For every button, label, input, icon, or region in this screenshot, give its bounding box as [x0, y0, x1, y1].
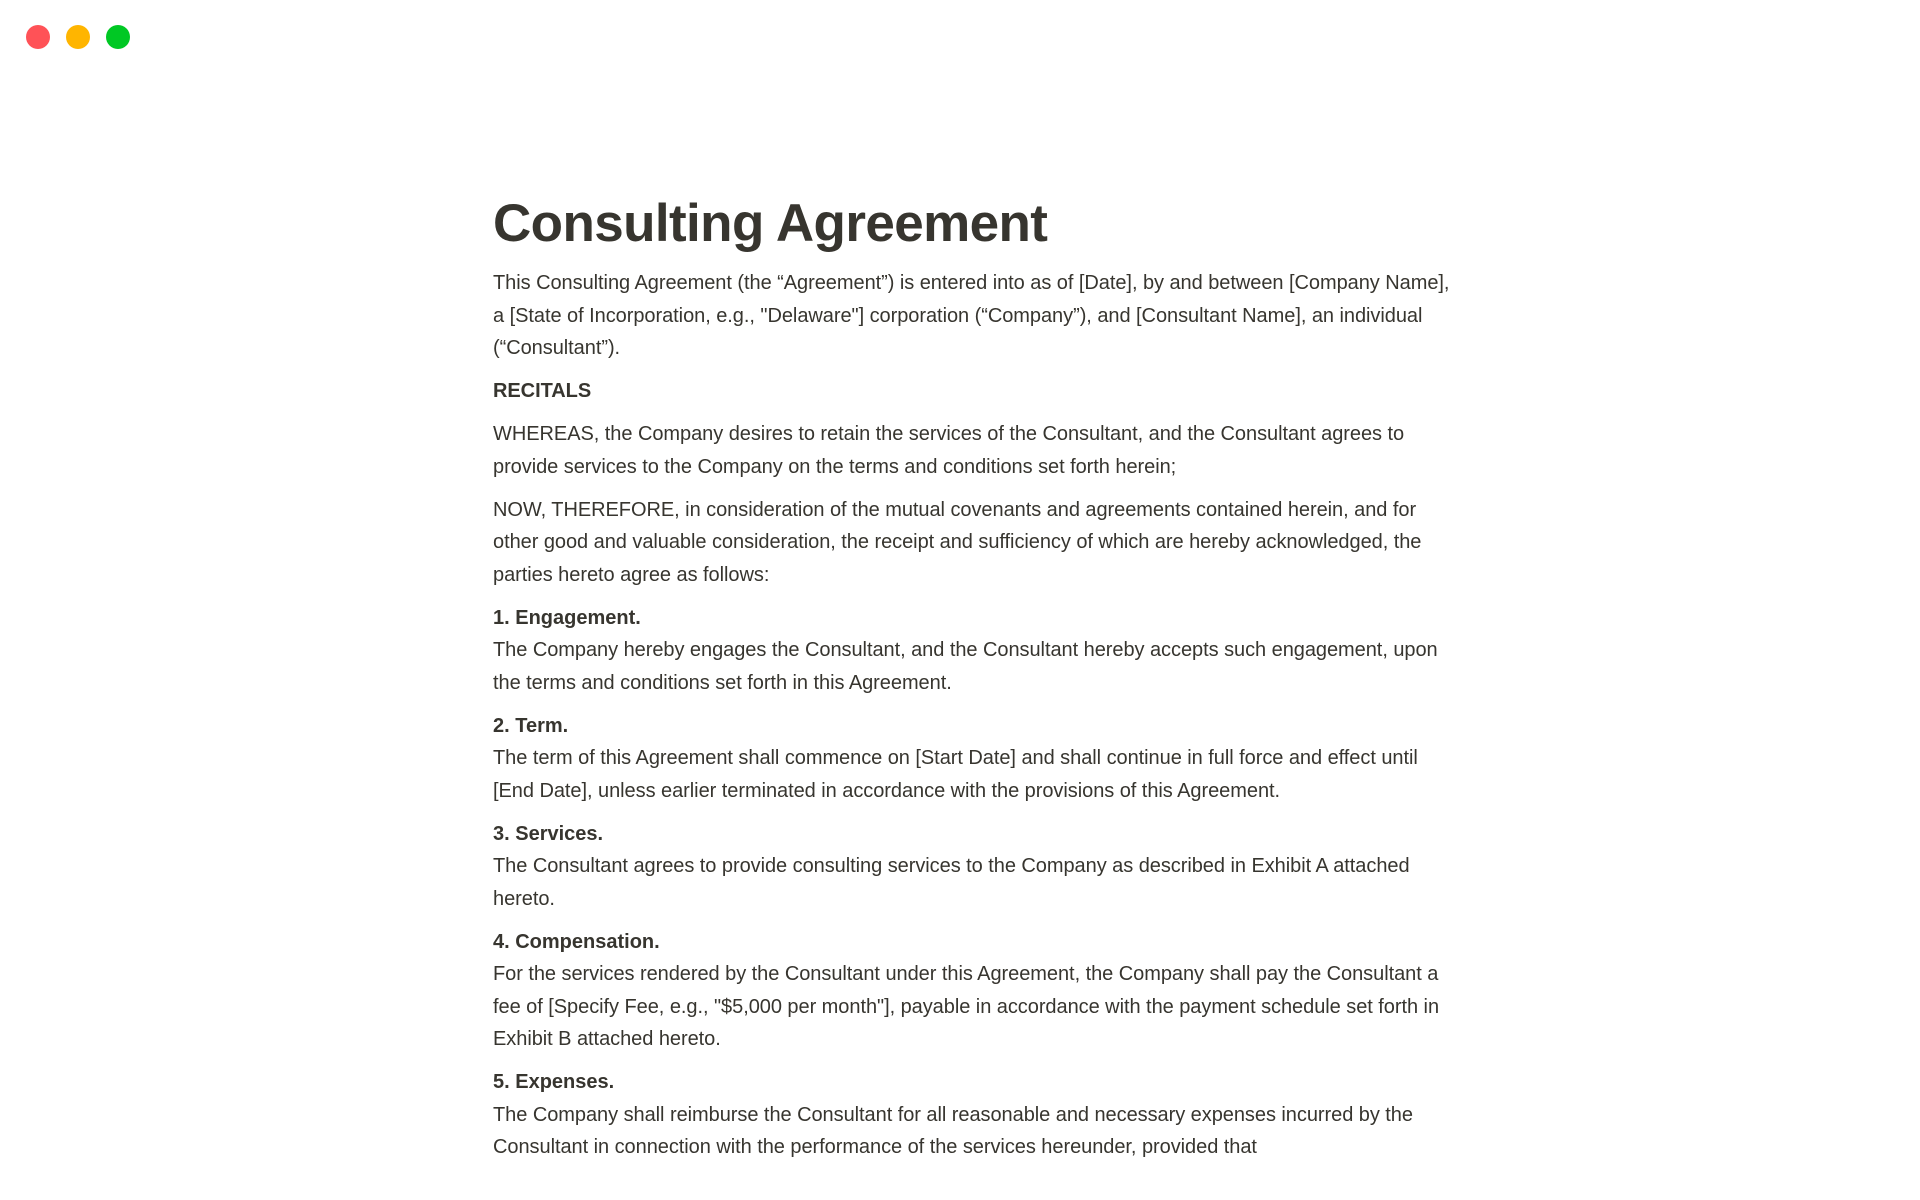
- window-controls: [26, 25, 130, 49]
- section-body: The Company hereby engages the Consultant, and the Consultant hereby accepts such engagement, upon the terms and conditions set forth in this Agreement.: [493, 639, 1438, 694]
- minimize-window-button[interactable]: [66, 25, 90, 49]
- section-term: [493, 710, 1453, 808]
- section-heading: 4. Compensation.: [493, 930, 660, 953]
- section-heading: 3. Services.: [493, 822, 604, 845]
- section-heading: 5. Expenses.: [493, 1071, 615, 1093]
- close-window-button[interactable]: [26, 25, 50, 49]
- section-expenses: [493, 1066, 1453, 1164]
- section-body: The Company shall reimburse the Consultant for all reasonable and necessary expenses incurred by the Consultant in connection with the performance of the services hereunder, provided that: [493, 1103, 1413, 1158]
- maximize-window-button[interactable]: [106, 25, 130, 49]
- section-services: [493, 818, 1453, 916]
- recitals-heading: RECITALS: [493, 380, 592, 402]
- section-heading: 1. Engagement.: [493, 606, 641, 629]
- section-heading: 2. Term.: [493, 714, 569, 737]
- document-page: [493, 192, 1453, 1174]
- section-body: For the services rendered by the Consultant under this Agreement, the Company shall pay the Consultant a fee of [Specify Fee, e.g., "$5,000 per month"], payable in accordance with the payment schedule set forth in Exhibit B attached hereto.: [493, 963, 1440, 1050]
- section-engagement: [493, 602, 1453, 700]
- page-title: Consulting Agreement: [493, 194, 1048, 253]
- section-body: The Consultant agrees to provide consulting services to the Company as described in Exhibit A attached hereto.: [493, 855, 1410, 910]
- section-body: The term of this Agreement shall commence on [Start Date] and shall continue in full force and effect until [End Date], unless earlier terminated in accordance with the provisions of this Agreement.: [493, 747, 1418, 802]
- section-compensation: [493, 926, 1453, 1056]
- whereas-paragraph: WHEREAS, the Company desires to retain the services of the Consultant, and the Consultant agrees to provide services to the Company on the terms and conditions set forth herein;: [493, 423, 1405, 478]
- intro-paragraph: This Consulting Agreement (the “Agreement”) is entered into as of [Date], by and between [Company Name], a [State of Incorporation, e.g., "Delaware"] corporation (“Company”), and [Consultant Name], an individual (“Consultant”).: [493, 272, 1450, 359]
- now-therefore-paragraph: NOW, THEREFORE, in consideration of the mutual covenants and agreements contained herein, and for other good and valuable consideration, the receipt and sufficiency of which are hereby acknowledged, the parties hereto agree as follows:: [493, 498, 1422, 586]
